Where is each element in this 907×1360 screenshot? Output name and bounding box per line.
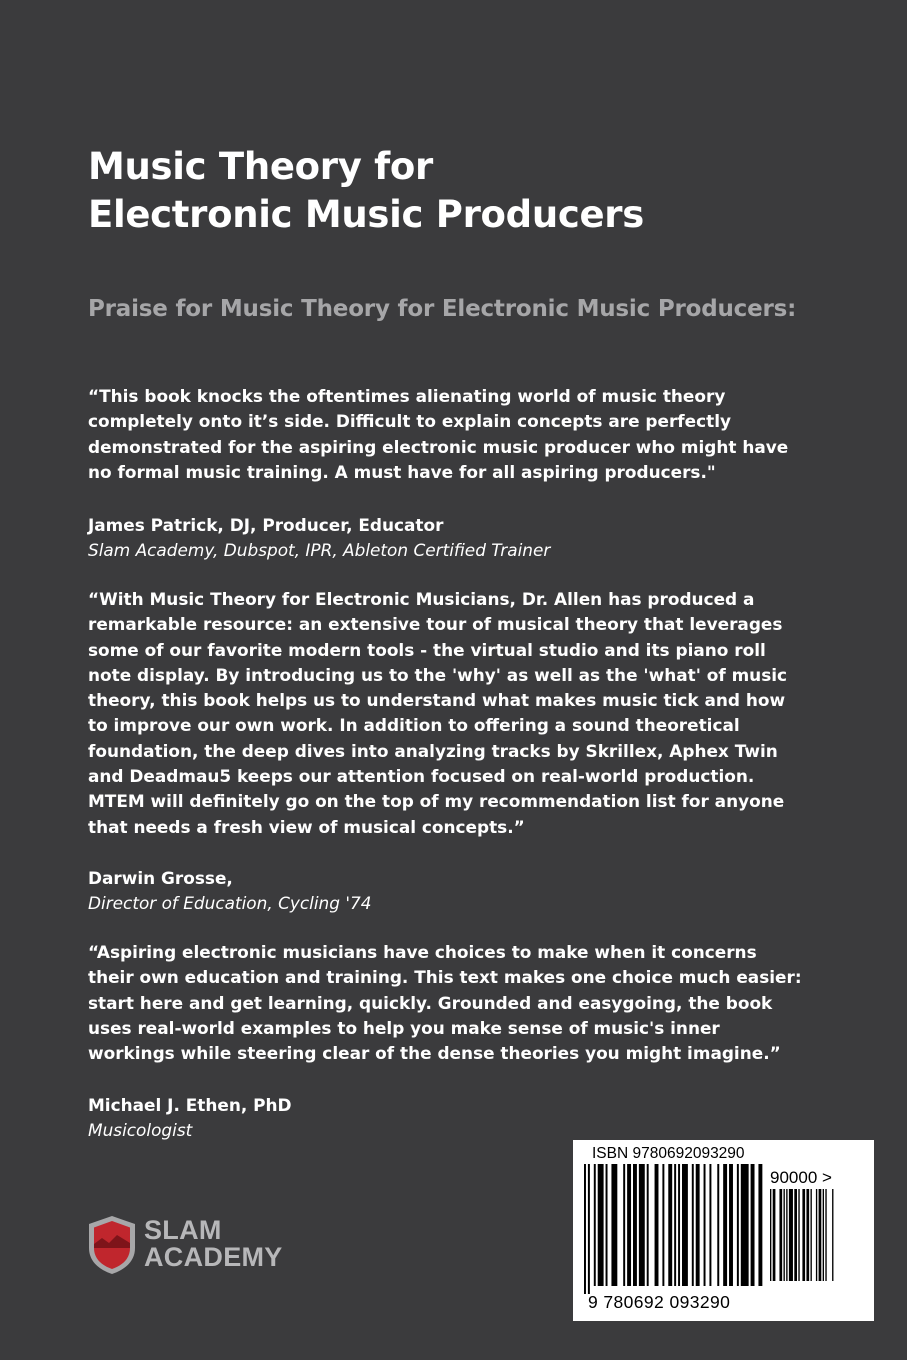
barcode-bar	[623, 1164, 625, 1286]
quote-line: some of our favorite modern tools - the virtual studio and its piano roll	[88, 639, 766, 660]
barcode-bar	[832, 1189, 833, 1281]
attribution-name: James Patrick, DJ, Producer, Educator	[88, 515, 444, 535]
barcode-bar	[611, 1164, 617, 1286]
quote-line: and Deadmau5 keeps our attention focused on real-world production.	[88, 766, 755, 787]
quote-2	[88, 587, 848, 840]
attribution-1	[88, 513, 828, 563]
book-title	[88, 143, 848, 239]
barcode-bar	[723, 1164, 727, 1286]
barcode-digits: 9 780692 093290	[588, 1292, 731, 1312]
attribution-role: Director of Education, Cycling '74	[88, 893, 372, 913]
title-line-1: Music Theory for	[88, 145, 433, 188]
attribution-role: Musicologist	[88, 1120, 193, 1140]
barcode-bar	[655, 1164, 659, 1286]
logo-wordmark	[144, 1217, 283, 1271]
attribution-name: Michael J. Ethen, PhD	[88, 1095, 292, 1115]
barcode-bar	[798, 1189, 799, 1281]
barcode-bar	[806, 1189, 809, 1281]
isbn-label: ISBN 9780692093290	[592, 1145, 745, 1162]
barcode-bar	[633, 1164, 637, 1286]
barcode-bar	[737, 1164, 739, 1286]
isbn-barcode-box	[573, 1140, 874, 1321]
quote-line: theory, this book helps us to understand what makes music tick and how	[88, 690, 786, 711]
quote-line: their own education and training. This text makes one choice much easier:	[88, 967, 802, 988]
barcode-bar	[696, 1164, 700, 1286]
barcode-bar	[819, 1189, 822, 1281]
slam-academy-logo	[86, 1214, 306, 1278]
barcode-bar	[584, 1164, 586, 1294]
quote-line: workings while steering clear of the dense theories you might imagine.”	[88, 1043, 781, 1064]
barcode-bar	[816, 1189, 817, 1281]
attribution-role: Slam Academy, Dubspot, IPR, Ableton Certified Trainer	[88, 540, 551, 560]
quote-line: demonstrated for the aspiring electronic music producer who might have	[88, 436, 789, 457]
quote-line: “This book knocks the oftentimes alienating world of music theory	[88, 386, 726, 406]
barcode-bar	[606, 1164, 608, 1286]
quote-line: note display. By introducing us to the 'why' as well as the 'what' of music	[88, 664, 788, 685]
barcode-bar	[674, 1164, 676, 1286]
attribution-3	[88, 1093, 828, 1143]
barcode-bar	[779, 1189, 782, 1281]
quote-line: completely onto it’s side. Difficult to explain concepts are perfectly	[88, 411, 731, 432]
barcode-bar	[794, 1189, 797, 1281]
barcode-bar	[682, 1164, 688, 1286]
barcode-bar	[825, 1189, 826, 1281]
barcode-bar	[741, 1164, 749, 1286]
barcode-bar	[758, 1164, 762, 1286]
barcode-bar	[823, 1189, 824, 1281]
quote-line: start here and get learning, quickly. Grounded and easygoing, the book	[88, 992, 773, 1013]
quote-line: that needs a fresh view of musical concepts.”	[88, 816, 525, 837]
barcode-bar	[598, 1164, 604, 1286]
barcode-bar	[639, 1164, 645, 1286]
barcode-bar	[770, 1189, 771, 1281]
barcode-bar	[588, 1164, 590, 1294]
quote-3	[88, 940, 848, 1066]
quote-line: remarkable resource: an extensive tour of musical theory that leverages	[88, 614, 783, 635]
barcode-bar	[662, 1164, 664, 1286]
quote-line: “With Music Theory for Electronic Musicians, Dr. Allen has produced a	[88, 589, 755, 609]
barcode-bar	[811, 1189, 812, 1281]
attribution-2	[88, 866, 828, 916]
barcode-bar	[627, 1164, 631, 1286]
barcode-bar	[678, 1164, 680, 1286]
barcode-bar	[692, 1164, 694, 1286]
quote-1	[88, 384, 848, 485]
price-code: 90000 >	[770, 1168, 832, 1187]
barcode-bar	[647, 1164, 649, 1286]
barcode-bar	[786, 1189, 787, 1281]
barcode-bar	[717, 1164, 719, 1286]
quote-line: no formal music training. A must have for all aspiring producers."	[88, 461, 716, 482]
quote-line: to improve our own work. In addition to offering a sound theoretical	[88, 715, 740, 736]
shield-icon	[86, 1214, 138, 1276]
barcode-bars	[584, 1164, 764, 1294]
barcode-bar	[789, 1189, 793, 1281]
barcode-bar	[751, 1164, 755, 1286]
barcode-bar	[729, 1164, 733, 1286]
title-line-2: Electronic Music Producers	[88, 193, 644, 236]
attribution-name: Darwin Grosse,	[88, 868, 233, 888]
barcode-bar	[773, 1189, 776, 1281]
barcode-bar	[784, 1189, 785, 1281]
addon-barcode-bars	[770, 1189, 850, 1289]
barcode-bar	[802, 1189, 805, 1281]
quote-line: foundation, the deep dives into analyzing tracks by Skrillex, Aphex Twin	[88, 740, 778, 761]
logo-line-2: ACADEMY	[144, 1242, 283, 1272]
quote-line: uses real-world examples to help you make sense of music's inner	[88, 1017, 720, 1038]
barcode-bar	[594, 1164, 596, 1286]
logo-line-1: SLAM	[144, 1215, 222, 1245]
quote-line: MTEM will definitely go on the top of my recommendation list for anyone	[88, 791, 785, 812]
praise-heading: Praise for Music Theory for Electronic Music Producers:	[88, 296, 797, 322]
barcode-bar	[668, 1164, 672, 1286]
quote-line: “Aspiring electronic musicians have choices to make when it concerns	[88, 942, 757, 962]
barcode-bar	[704, 1164, 706, 1286]
barcode-bar	[709, 1164, 711, 1286]
